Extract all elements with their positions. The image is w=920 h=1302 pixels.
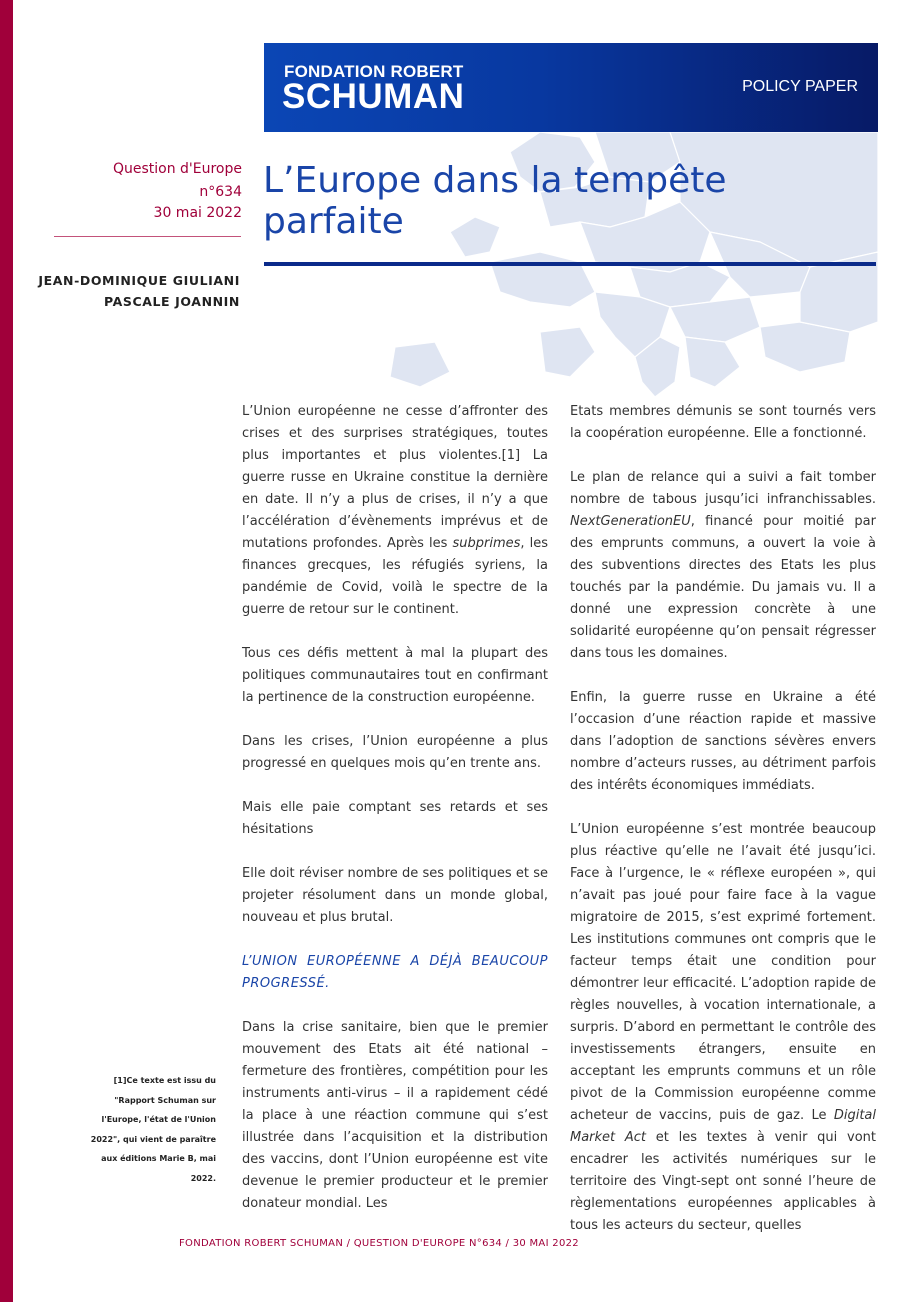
- section-heading: L’UNION EUROPÉENNE A DÉJÀ BEAUCOUP PROGRESSÉ.: [242, 954, 548, 991]
- paragraph: Etats membres démunis se sont tournés vers la coopération européenne. Elle a fonctionné.: [570, 404, 876, 441]
- text-column-right: [570, 401, 876, 1237]
- document-type-label: POLICY PAPER: [742, 78, 858, 95]
- paragraph: L’Union européenne s’est montrée beaucoup plus réactive qu’elle ne l’avait été jusqu’ici. Face à l’urgence, le « réflexe européen », qui n’avait pas joué pour faire face à la vague migratoire de 2015, s’est exprimé fortement. Les institutions communes ont compris que le facteur temps était une condition pour démontrer leur efficacité. L’adoption rapide de règles nouvelles, à vocation internationale, a surpris. D’abord en permettant le contrôle des investissements étrangers, ensuite en acceptant les emprunts communs et un rôle pivot de la Commission européenne comme acheteur de vaccins, puis de gaz. Le Digital Market Act et les textes à venir qui vont encadrer les activités numériques sur le territoire des Vingt-sept ont sonné l’heure de règlementations européennes applicables à tous les acteurs du secteur, quelles: [570, 822, 877, 1233]
- logo-line2: SCHUMAN: [282, 77, 465, 116]
- paragraph: Mais elle paie comptant ses retards et ses hésitations: [242, 800, 548, 837]
- footnote: [1]Ce texte est issu du "Rapport Schuman sur l'Europe, l'état de l'Union 2022", qui vient de paraître aux éditions Marie B, mai 2022.: [90, 1076, 216, 1183]
- series-label-bold: Question d'Europe: [112, 161, 242, 177]
- paragraph: Dans la crise sanitaire, bien que le premier mouvement des Etats ait été national – fermeture des frontières, compétition pour les instruments anti-virus – il a rapidement cédé la place à une réaction commune qui s’est illustrée dans l’acquisition et la distribution des vaccins, dont l’Union européenne est vite devenue le premier producteur et le premier donateur mondial. Les: [242, 1020, 548, 1211]
- paragraph: L’Union européenne ne cesse d’affronter des crises et des surprises stratégiques, toutes plus importantes et plus violentes.[1] La guerre russe en Ukraine constitue la dernière en date. Il n’y a plus de crises, il n’y a que l’accélération d’évènements imprévus et de mutations profondes. Après les subprimes, les finances grecques, les réfugiés syriens, la pandémie de Covid, voilà le spectre de la guerre de retour sur le continent.: [242, 404, 548, 617]
- author-name: JEAN-DOMINIQUE GIULIANI: [38, 273, 240, 288]
- left-accent-bar: [0, 0, 13, 1302]
- paragraph: Tous ces défis mettent à mal la plupart des politiques communautaires tout en confirmant la pertinence de la construction européenne.: [242, 646, 548, 705]
- paragraph: Le plan de relance qui a suivi a fait tomber nombre de tabous jusqu’ici infranchissables. NextGenerationEU, financé pour moitié par des emprunts communs, a ouvert la voie à des subventions directes des Etats les plus touchés par la pandémie. Du jamais vu. Il a donné une expression concrète à une solidarité européenne qu’on pensait régresser dans tous les domaines.: [570, 470, 876, 661]
- page-title: [263, 160, 823, 242]
- page-footer: FONDATION ROBERT SCHUMAN / QUESTION D'EUROPE N°634 / 30 MAI 2022: [179, 1238, 579, 1249]
- title-underline: [264, 262, 876, 266]
- header-banner: [264, 43, 878, 132]
- logo-line1: FONDATION ROBERT: [284, 62, 464, 81]
- meta-divider: [54, 236, 241, 237]
- paragraph: Elle doit réviser nombre de ses politiques et se projeter résolument dans un monde global, nouveau et plus brutal.: [242, 866, 548, 925]
- paragraph: Dans les crises, l’Union européenne a plus progressé en quelques mois qu’en trente ans.: [242, 734, 548, 771]
- publication-date: 30 mai 2022: [153, 205, 242, 221]
- title-line: L’Europe dans la tempête: [263, 160, 727, 201]
- author-name: PASCALE JOANNIN: [103, 294, 240, 309]
- text-column-left: [242, 401, 548, 1215]
- issue-number: n°634: [199, 184, 242, 200]
- paragraph: Enfin, la guerre russe en Ukraine a été l’occasion d’une réaction rapide et massive dans l’adoption de sanctions sévères envers nombre d’acteurs russes, au détriment parfois des intérêts économiques immédiats.: [570, 690, 876, 793]
- title-line: parfaite: [263, 201, 404, 242]
- author-list: [20, 270, 240, 312]
